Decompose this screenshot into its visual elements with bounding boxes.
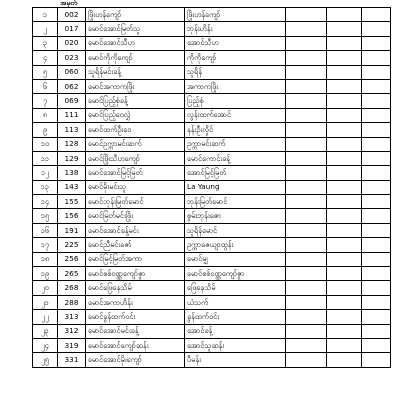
blank-cell — [286, 36, 327, 50]
blank-cell — [286, 195, 327, 209]
blank-cell — [362, 238, 391, 252]
table-row — [33, 36, 391, 50]
alias-cell: ဘုန်းမြတ်မောင် — [185, 195, 286, 209]
blank-cell — [362, 108, 391, 122]
code-cell: 155 — [58, 195, 86, 209]
name-cell: မောင်ပြည့်ဝေလွှဲ — [86, 108, 185, 122]
serial-number-cell: ၄ — [33, 51, 58, 65]
alias-cell: မောင်ကောင်းခန့် — [185, 151, 286, 165]
blank-cell — [327, 180, 362, 194]
table-row — [33, 223, 391, 237]
table-row — [33, 22, 391, 36]
alias-cell: ဖြိုးဟန်ကျော် — [185, 8, 286, 22]
blank-cell — [286, 267, 327, 281]
blank-cell — [327, 65, 362, 79]
roster-table-body — [33, 8, 391, 368]
blank-cell — [327, 36, 362, 50]
blank-cell — [327, 353, 362, 367]
table-row — [33, 353, 391, 367]
blank-cell — [286, 51, 327, 65]
alias-cell: အကာကဖြိုး — [185, 79, 286, 93]
serial-number-cell: ၁၇ — [33, 238, 58, 252]
code-cell: 191 — [58, 223, 86, 237]
code-cell: 268 — [58, 281, 86, 295]
serial-number-cell: ၈ — [33, 108, 58, 122]
table-row — [33, 123, 391, 137]
blank-cell — [286, 65, 327, 79]
code-cell: 256 — [58, 252, 86, 266]
blank-cell — [362, 123, 391, 137]
serial-number-cell: ၁၂ — [33, 166, 58, 180]
serial-number-cell: ၁၉ — [33, 267, 58, 281]
serial-number-cell: ၁၄ — [33, 195, 58, 209]
table-row — [33, 180, 391, 194]
blank-cell — [362, 94, 391, 108]
blank-cell — [286, 166, 327, 180]
name-cell: မောင်အောင်မင်းခန့် — [86, 324, 185, 338]
serial-number-cell: ၉ — [33, 123, 58, 137]
serial-number-cell: ၇ — [33, 94, 58, 108]
code-cell: 002 — [58, 8, 86, 22]
serial-number-cell: ၁၆ — [33, 223, 58, 237]
blank-cell — [327, 281, 362, 295]
alias-cell: စွမ်းဘုန်းဇော — [185, 209, 286, 223]
table-row — [33, 151, 391, 165]
table-row — [33, 51, 391, 65]
blank-cell — [286, 324, 327, 338]
column-header-label: အမှတ် — [60, 0, 78, 7]
serial-number-cell: ၂၄ — [33, 338, 58, 352]
blank-cell — [327, 151, 362, 165]
name-cell: မောင်မြင့်မြတ်အကာ — [86, 252, 185, 266]
table-row — [33, 65, 391, 79]
blank-cell — [327, 166, 362, 180]
code-cell: 113 — [58, 123, 86, 137]
name-cell: မောင်အောင်ကျော်ဆန်း — [86, 338, 185, 352]
name-cell: မောင်အောင်မိုးကျော် — [86, 353, 185, 367]
alias-cell: ပီမန်း — [185, 353, 286, 367]
alias-cell: ယံသက် — [185, 295, 286, 309]
code-cell: 020 — [58, 36, 86, 50]
blank-cell — [327, 238, 362, 252]
alias-cell: လွန်းထက်အောင် — [185, 108, 286, 122]
name-cell: မောင်အောင်သီဟ — [86, 36, 185, 50]
name-cell: မောင်အောင်မြင့်မြတ် — [86, 166, 185, 180]
blank-cell — [362, 180, 391, 194]
blank-cell — [362, 281, 391, 295]
blank-cell — [286, 22, 327, 36]
serial-number-cell: ၅ — [33, 65, 58, 79]
table-row — [33, 166, 391, 180]
blank-cell — [362, 295, 391, 309]
serial-number-cell: ၆ — [33, 79, 58, 93]
blank-cell — [362, 324, 391, 338]
table-row — [33, 94, 391, 108]
serial-number-cell: ၁၈ — [33, 252, 58, 266]
table-row — [33, 252, 391, 266]
blank-cell — [286, 310, 327, 324]
blank-cell — [327, 94, 362, 108]
blank-cell — [286, 338, 327, 352]
blank-cell — [327, 338, 362, 352]
blank-cell — [286, 281, 327, 295]
serial-number-cell: ၁၅ — [33, 209, 58, 223]
blank-cell — [327, 195, 362, 209]
blank-cell — [362, 151, 391, 165]
serial-number-cell: ၁၁ — [33, 151, 58, 165]
blank-cell — [362, 8, 391, 22]
name-cell: မောင်ခွန်ထက်ဝင်း — [86, 310, 185, 324]
blank-cell — [362, 209, 391, 223]
name-cell: မောင်အကာကဖြိုး — [86, 79, 185, 93]
table-row — [33, 324, 391, 338]
name-cell: မောင်ညီမင်းဇော် — [86, 238, 185, 252]
serial-number-cell: ၁၃ — [33, 180, 58, 194]
code-cell: 319 — [58, 338, 86, 352]
serial-number-cell: ၂၁ — [33, 295, 58, 309]
code-cell: 017 — [58, 22, 86, 36]
blank-cell — [362, 338, 391, 352]
blank-cell — [362, 51, 391, 65]
blank-cell — [286, 223, 327, 237]
blank-cell — [362, 195, 391, 209]
blank-cell — [362, 223, 391, 237]
blank-cell — [286, 209, 327, 223]
blank-cell — [362, 353, 391, 367]
alias-cell: သူရိန်မောင် — [185, 223, 286, 237]
alias-cell: La Yaung — [185, 180, 286, 194]
alias-cell: အောင်ခန့် — [185, 324, 286, 338]
alias-cell: ပြည့်စုံ — [185, 94, 286, 108]
table-row — [33, 238, 391, 252]
alias-cell: ခွန်ထက်ဝင်း — [185, 310, 286, 324]
blank-cell — [327, 79, 362, 93]
blank-cell — [327, 209, 362, 223]
table-row — [33, 338, 391, 352]
table-row — [33, 295, 391, 309]
blank-cell — [286, 108, 327, 122]
blank-cell — [286, 123, 327, 137]
code-cell: 288 — [58, 295, 86, 309]
blank-cell — [327, 310, 362, 324]
alias-cell: ဥက္ကာဇေယျာထွန်း — [185, 238, 286, 252]
code-cell: 312 — [58, 324, 86, 338]
blank-cell — [327, 123, 362, 137]
alias-cell: ဥက္ကာမင်းဆက် — [185, 137, 286, 151]
alias-cell: မောင်မျှ — [185, 252, 286, 266]
blank-cell — [286, 252, 327, 266]
blank-cell — [327, 324, 362, 338]
code-cell: 225 — [58, 238, 86, 252]
alias-cell: သူရိန် — [185, 65, 286, 79]
code-cell: 138 — [58, 166, 86, 180]
blank-cell — [362, 137, 391, 151]
alias-cell: အောင်မြင့်မြတ် — [185, 166, 286, 180]
blank-cell — [327, 51, 362, 65]
blank-cell — [327, 8, 362, 22]
alias-cell: နန်းဦးလှိုင် — [185, 123, 286, 137]
blank-cell — [286, 79, 327, 93]
blank-cell — [327, 137, 362, 151]
table-row — [33, 310, 391, 324]
table-row — [33, 281, 391, 295]
serial-number-cell: ၁၀ — [33, 137, 58, 151]
name-cell: မောင်မိုးမင်းသူ — [86, 180, 185, 194]
code-cell: 313 — [58, 310, 86, 324]
blank-cell — [327, 267, 362, 281]
name-cell: မောင်ဖြိုးသီဟကျော် — [86, 151, 185, 165]
blank-cell — [362, 22, 391, 36]
table-row — [33, 195, 391, 209]
serial-number-cell: ၂၀ — [33, 281, 58, 295]
blank-cell — [286, 94, 327, 108]
table-row — [33, 137, 391, 151]
blank-cell — [362, 267, 391, 281]
serial-number-cell: ၂၃ — [33, 324, 58, 338]
blank-cell — [327, 252, 362, 266]
table-row — [33, 267, 391, 281]
code-cell: 128 — [58, 137, 86, 151]
name-cell: မောင်အောင်ခန့်မင်း — [86, 223, 185, 237]
blank-cell — [327, 22, 362, 36]
blank-cell — [327, 223, 362, 237]
code-cell: 023 — [58, 51, 86, 65]
name-cell: မောင်ဖြေနေသိမ် — [86, 281, 185, 295]
serial-number-cell: ၂၂ — [33, 310, 58, 324]
blank-cell — [286, 137, 327, 151]
alias-cell: အောင်သီဟ — [185, 36, 286, 50]
table-row — [33, 108, 391, 122]
code-cell: 143 — [58, 180, 86, 194]
blank-cell — [286, 8, 327, 22]
alias-cell: အောင်သူဆန်း — [185, 338, 286, 352]
alias-cell: ဖြေနေသိမ် — [185, 281, 286, 295]
blank-cell — [286, 151, 327, 165]
name-cell: မောင်စစ်ဝဏ္ဏကျော်ဇွာ — [86, 267, 185, 281]
code-cell: 265 — [58, 267, 86, 281]
name-cell: မောင်အကာဟိန်း — [86, 295, 185, 309]
alias-cell: ဘုန်းဟိန်း — [185, 22, 286, 36]
blank-cell — [286, 353, 327, 367]
code-cell: 060 — [58, 65, 86, 79]
name-cell: မောင်ပြည့်စုံခန့် — [86, 94, 185, 108]
code-cell: 331 — [58, 353, 86, 367]
name-cell: မောင်ဥက္ကာမင်းဆက် — [86, 137, 185, 151]
serial-number-cell: ၁ — [33, 8, 58, 22]
name-cell: သူရိန်မင်းခန့် — [86, 65, 185, 79]
blank-cell — [362, 36, 391, 50]
name-cell: ဖြိုးဟန်ကျော် — [86, 8, 185, 22]
code-cell: 129 — [58, 151, 86, 165]
blank-cell — [286, 180, 327, 194]
code-cell: 062 — [58, 79, 86, 93]
blank-cell — [362, 166, 391, 180]
code-cell: 156 — [58, 209, 86, 223]
alias-cell: ကိုကိုကျော် — [185, 51, 286, 65]
blank-cell — [362, 310, 391, 324]
name-cell: မောင်မြတ်မင်းဖြိုး — [86, 209, 185, 223]
name-cell: မောင်အောင်မြတ်သူ — [86, 22, 185, 36]
name-cell: မောင်ကိုကိုကျော် — [86, 51, 185, 65]
blank-cell — [327, 295, 362, 309]
roster-table — [32, 7, 391, 368]
alias-cell: မောင်စစ်ဝဏ္ဏကျော်ဇွာ — [185, 267, 286, 281]
blank-cell — [362, 252, 391, 266]
serial-number-cell: ၂ — [33, 22, 58, 36]
name-cell: မောင်ထက်ဦးဝေ — [86, 123, 185, 137]
blank-cell — [286, 238, 327, 252]
code-cell: 111 — [58, 108, 86, 122]
name-cell: မောင်ဘုန်းမြတ်မောင် — [86, 195, 185, 209]
blank-cell — [362, 65, 391, 79]
table-row — [33, 8, 391, 22]
table-row — [33, 79, 391, 93]
code-cell: 069 — [58, 94, 86, 108]
blank-cell — [286, 295, 327, 309]
blank-cell — [362, 79, 391, 93]
serial-number-cell: ၃ — [33, 36, 58, 50]
table-row — [33, 209, 391, 223]
serial-number-cell: ၂၅ — [33, 353, 58, 367]
blank-cell — [327, 108, 362, 122]
